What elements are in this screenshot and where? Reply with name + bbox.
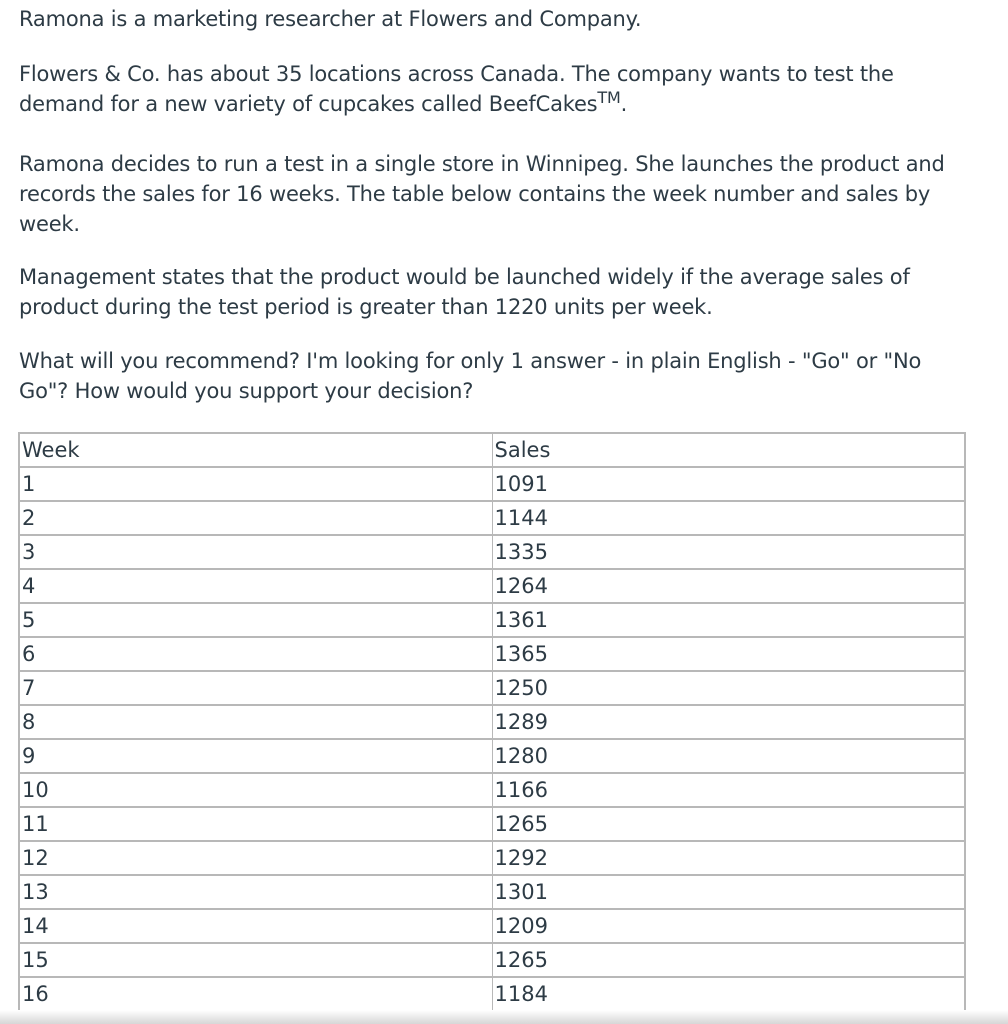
company-period: . bbox=[620, 92, 628, 116]
week-cell: 3 bbox=[19, 535, 492, 569]
week-cell: 15 bbox=[19, 943, 492, 977]
week-cell: 2 bbox=[19, 501, 492, 535]
week-cell: 1 bbox=[19, 467, 492, 501]
week-cell: 5 bbox=[19, 603, 492, 637]
sales-cell: 1184 bbox=[492, 977, 965, 1011]
week-cell: 11 bbox=[19, 807, 492, 841]
company-paragraph bbox=[19, 59, 964, 119]
table-row bbox=[19, 841, 965, 875]
sales-cell: 1250 bbox=[492, 671, 965, 705]
sales-cell: 1280 bbox=[492, 739, 965, 773]
table-row bbox=[19, 603, 965, 637]
sales-cell: 1301 bbox=[492, 875, 965, 909]
table-row bbox=[19, 671, 965, 705]
week-cell: 13 bbox=[19, 875, 492, 909]
table-row bbox=[19, 875, 965, 909]
sales-cell: 1335 bbox=[492, 535, 965, 569]
table-row bbox=[19, 705, 965, 739]
table-row bbox=[19, 909, 965, 943]
table-header-row bbox=[19, 433, 965, 467]
sales-cell: 1144 bbox=[492, 501, 965, 535]
table-row bbox=[19, 807, 965, 841]
table-row bbox=[19, 773, 965, 807]
sales-cell: 1209 bbox=[492, 909, 965, 943]
table-row bbox=[19, 739, 965, 773]
week-cell: 16 bbox=[19, 977, 492, 1011]
table-body bbox=[19, 467, 965, 1011]
table-row bbox=[19, 467, 965, 501]
sales-table bbox=[18, 432, 966, 1012]
sales-cell: 1365 bbox=[492, 637, 965, 671]
question-paragraph: What will you recommend? I'm looking for only 1 answer - in plain English - "Go" or "No Go"? How would you support your decision? bbox=[19, 349, 922, 403]
sales-cell: 1265 bbox=[492, 943, 965, 977]
week-cell: 14 bbox=[19, 909, 492, 943]
sales-cell: 1361 bbox=[492, 603, 965, 637]
week-cell: 6 bbox=[19, 637, 492, 671]
sales-cell: 1289 bbox=[492, 705, 965, 739]
sales-cell: 1091 bbox=[492, 467, 965, 501]
trademark-mark: TM bbox=[597, 88, 621, 107]
week-cell: 9 bbox=[19, 739, 492, 773]
table-row bbox=[19, 535, 965, 569]
header-sales: Sales bbox=[492, 433, 965, 467]
sales-cell: 1166 bbox=[492, 773, 965, 807]
sales-cell: 1292 bbox=[492, 841, 965, 875]
week-cell: 12 bbox=[19, 841, 492, 875]
week-cell: 7 bbox=[19, 671, 492, 705]
week-cell: 8 bbox=[19, 705, 492, 739]
table-row bbox=[19, 569, 965, 603]
week-cell: 10 bbox=[19, 773, 492, 807]
table-row bbox=[19, 943, 965, 977]
table-row bbox=[19, 977, 965, 1011]
sales-cell: 1265 bbox=[492, 807, 965, 841]
sales-cell: 1264 bbox=[492, 569, 965, 603]
table-row bbox=[19, 637, 965, 671]
header-week: Week bbox=[19, 433, 492, 467]
company-text: Flowers & Co. has about 35 locations across Canada. The company wants to test the demand for a new variety of cupcakes called BeefCakes bbox=[19, 62, 894, 116]
page-bottom-edge bbox=[0, 1010, 1008, 1024]
week-cell: 4 bbox=[19, 569, 492, 603]
table-row bbox=[19, 501, 965, 535]
test-paragraph: Ramona decides to run a test in a single store in Winnipeg. She launches the product and records the sales for 16 weeks. The table below contains the week number and sales by week. bbox=[19, 152, 945, 236]
intro-paragraph: Ramona is a marketing researcher at Flowers and Company. bbox=[19, 7, 642, 31]
management-paragraph: Management states that the product would be launched widely if the average sales of product during the test period is greater than 1220 units per week. bbox=[19, 265, 910, 319]
